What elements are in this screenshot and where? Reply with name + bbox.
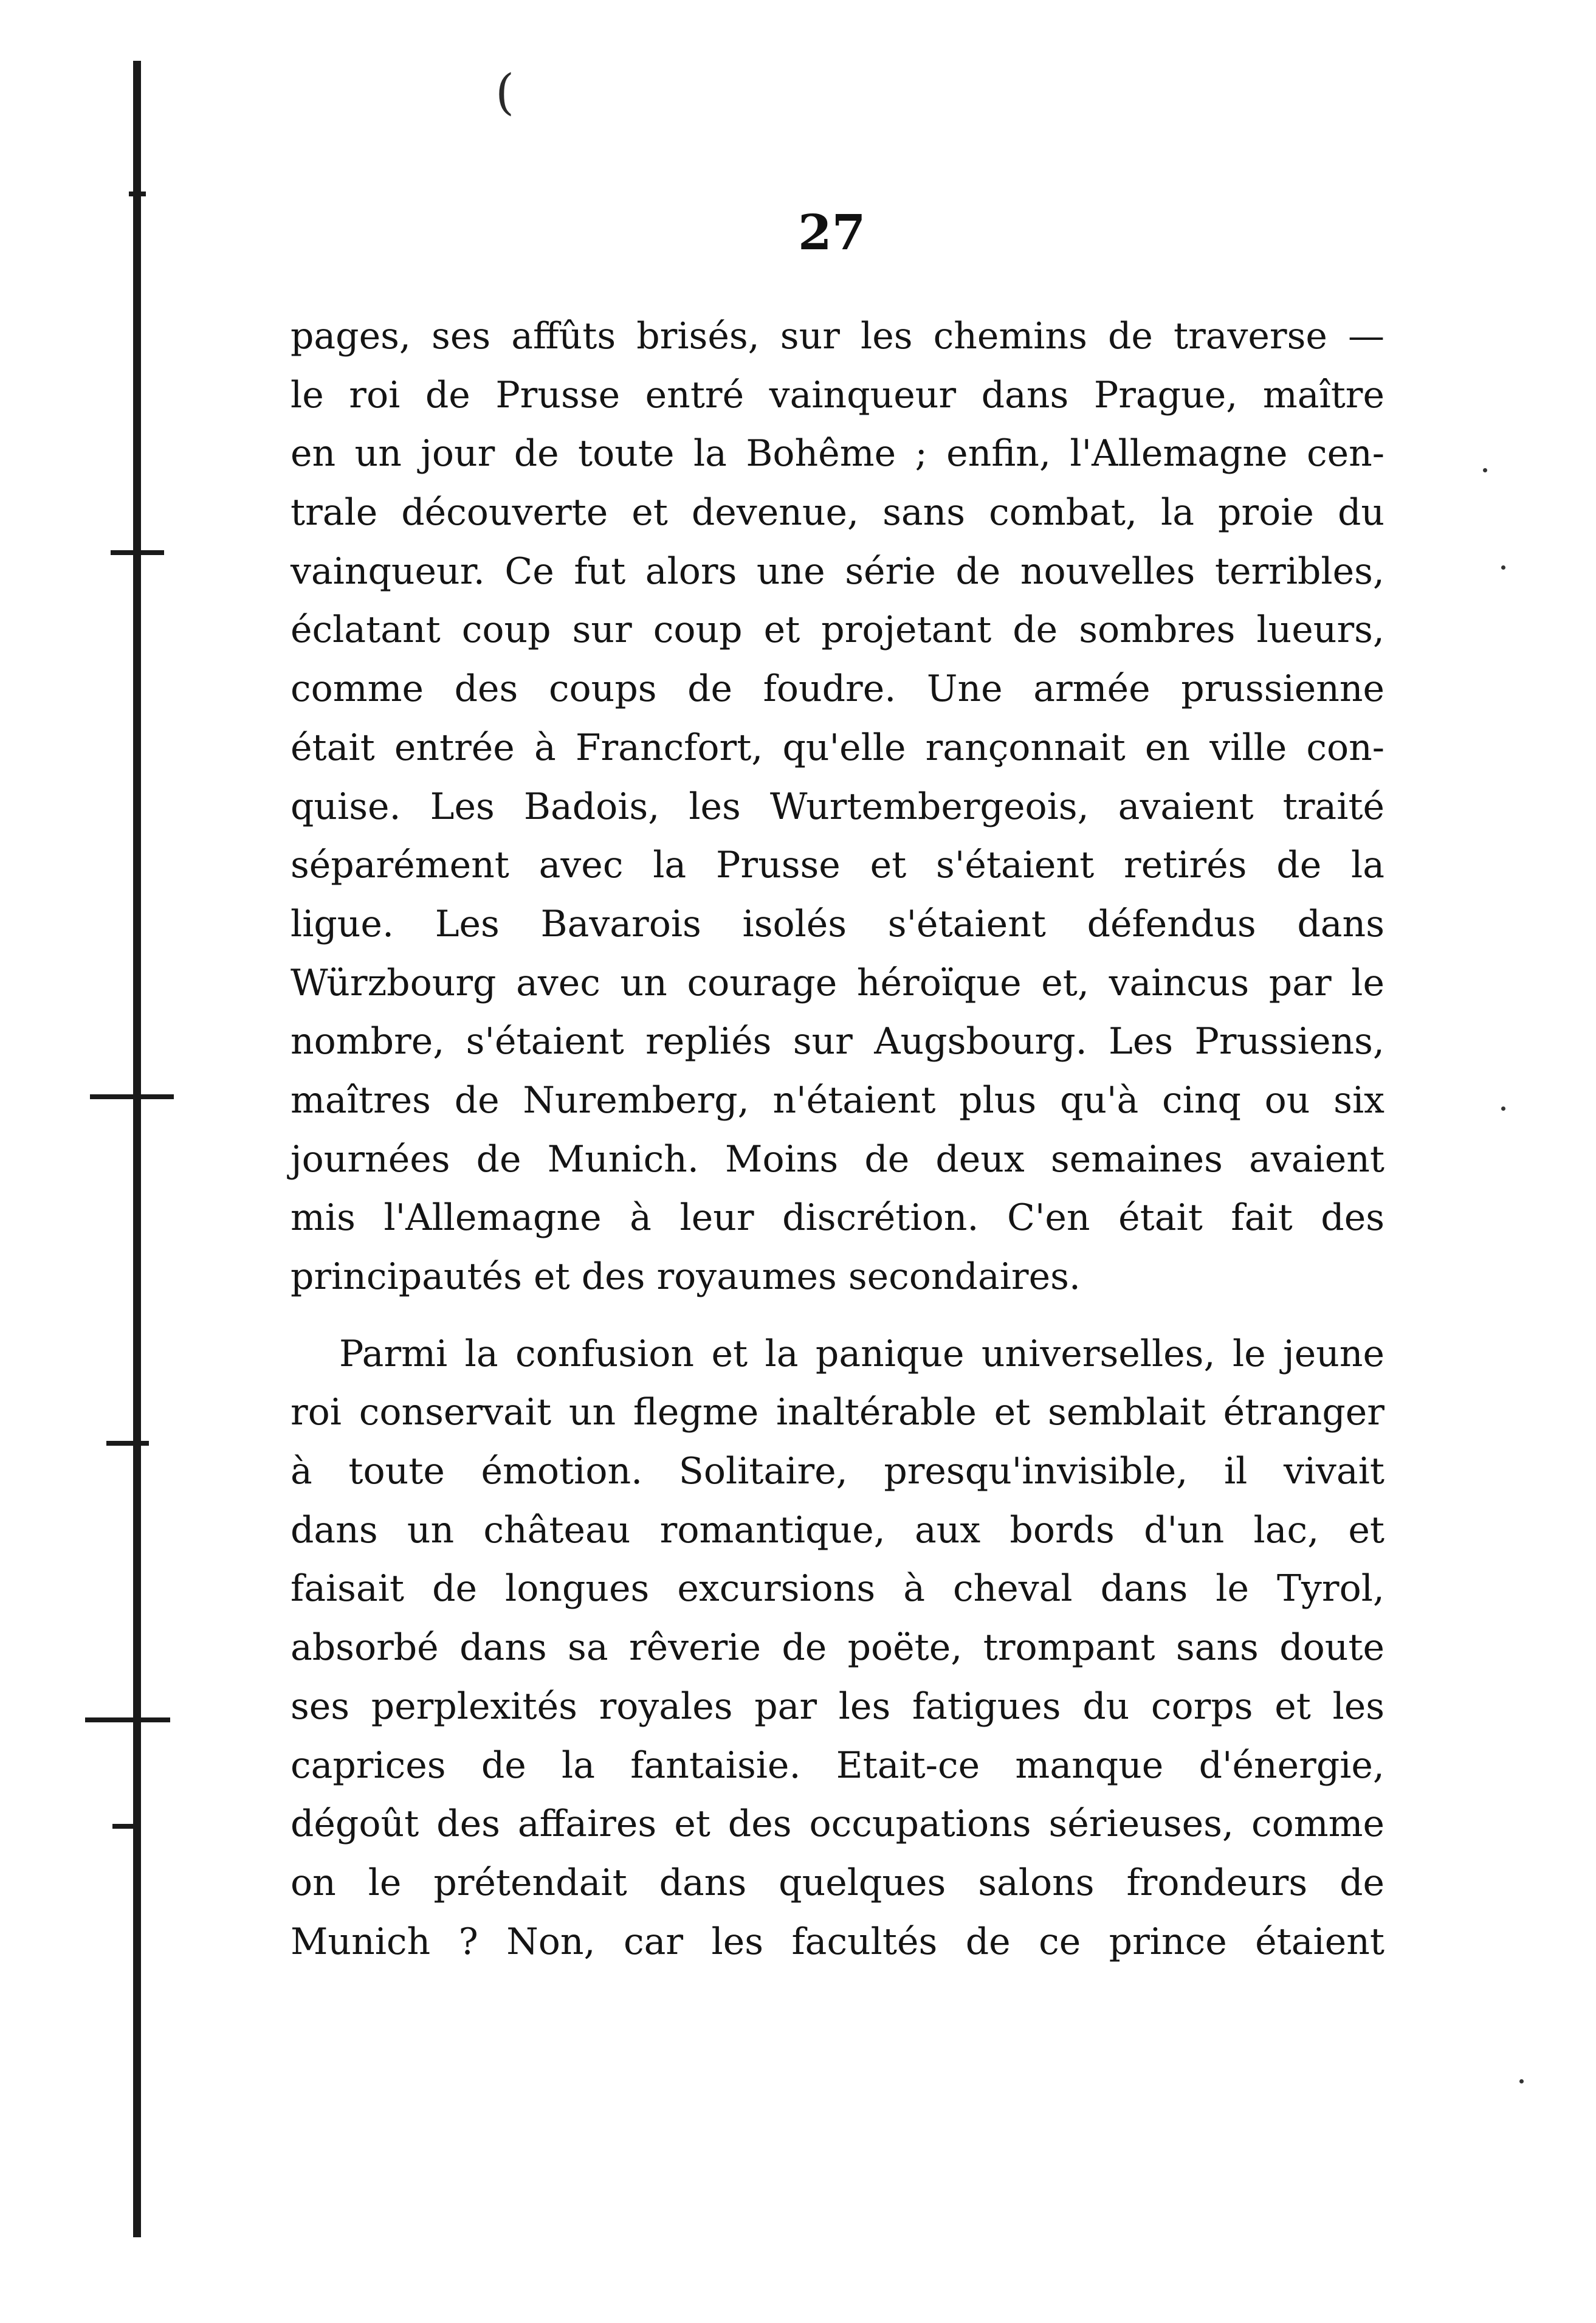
text-line: nombre, s'étaient repliés sur Augsbourg. Les Prussiens, <box>291 1020 1384 1063</box>
text-line: maîtres de Nuremberg, n'étaient plus qu'à cinq ou six <box>291 1079 1384 1122</box>
body-text <box>291 307 1384 1971</box>
text-line: en un jour de toute la Bohême ; enfin, l'Allemagne cen- <box>291 432 1384 475</box>
stray-dot <box>1519 2079 1524 2083</box>
text-line: Würzbourg avec un courage héroïque et, vaincus par le <box>291 961 1384 1004</box>
binding-rule <box>133 61 141 2237</box>
page-number: 27 <box>798 204 866 261</box>
text-line: comme des coups de foudre. Une armée prussienne <box>291 668 1384 711</box>
text-line: on le prétendait dans quelques salons frondeurs de <box>291 1861 1384 1904</box>
text-line: vainqueur. Ce fut alors une série de nouvelles terribles, <box>291 550 1384 593</box>
text-line: dégoût des affaires et des occupations sérieuses, comme <box>291 1803 1384 1846</box>
text-line: Parmi la confusion et la panique universelles, le jeune <box>339 1332 1384 1375</box>
text-line: roi conservait un flegme inaltérable et semblait étranger <box>291 1391 1384 1434</box>
binding-notch <box>111 550 164 555</box>
text-line: Munich ? Non, car les facultés de ce prince étaient <box>291 1920 1384 1963</box>
text-line: séparément avec la Prusse et s'étaient retirés de la <box>291 844 1384 887</box>
text-line: à toute émotion. Solitaire, presqu'invisible, il vivait <box>291 1450 1384 1493</box>
text-line: trale découverte et devenue, sans combat, la proie du <box>291 491 1384 534</box>
text-line: ses perplexités royales par les fatigues du corps et les <box>291 1685 1384 1728</box>
text-line: faisait de longues excursions à cheval dans le Tyrol, <box>291 1567 1384 1610</box>
paragraph-gap <box>291 1306 1384 1325</box>
stray-dot <box>1483 468 1487 472</box>
margin-paren-mark: ( <box>495 64 515 120</box>
text-line: absorbé dans sa rêverie de poëte, trompant sans doute <box>291 1626 1384 1669</box>
stray-dot <box>1501 1106 1505 1111</box>
text-line: dans un château romantique, aux bords d'un lac, et <box>291 1508 1384 1552</box>
stray-dot <box>1501 565 1505 570</box>
text-line: caprices de la fantaisie. Etait-ce manque d'énergie, <box>291 1744 1384 1787</box>
binding-notch <box>129 192 146 196</box>
text-line: principautés et des royaumes secondaires. <box>291 1255 1081 1298</box>
binding-notch <box>112 1824 140 1829</box>
text-line: ligue. Les Bavarois isolés s'étaient défendus dans <box>291 902 1384 945</box>
text-line: pages, ses affûts brisés, sur les chemins de traverse — <box>291 315 1384 357</box>
text-line: était entrée à Francfort, qu'elle rançonnait en ville con- <box>291 726 1384 769</box>
text-line: mis l'Allemagne à leur discrétion. C'en était fait des <box>291 1196 1384 1240</box>
binding-notch <box>106 1441 149 1446</box>
text-line: éclatant coup sur coup et projetant de sombres lueurs, <box>291 609 1384 652</box>
text-line: journées de Munich. Moins de deux semaines avaient <box>291 1137 1384 1181</box>
binding-notch <box>90 1094 174 1099</box>
binding-notch <box>85 1717 170 1722</box>
text-line: quise. Les Badois, les Wurtembergeois, avaient traité <box>291 785 1384 828</box>
text-line: le roi de Prusse entré vainqueur dans Prague, maître <box>291 373 1384 416</box>
